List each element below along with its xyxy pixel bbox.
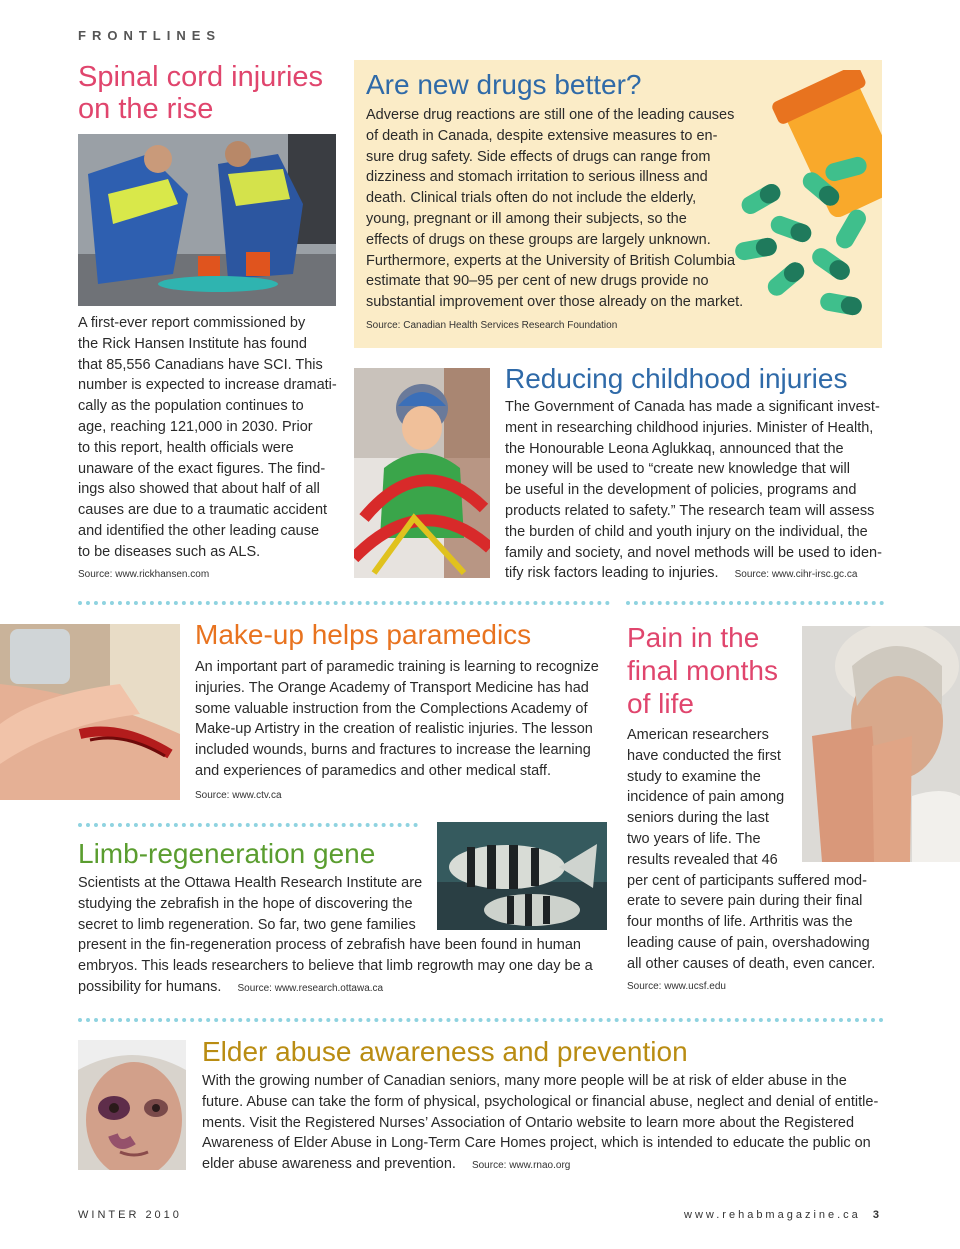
elder-body xyxy=(202,1071,892,1177)
pain-line: seniors during the last xyxy=(627,810,769,827)
childhood-line: tify risk factors leading to injuries. xyxy=(505,565,719,582)
pain-line: results revealed that 46 xyxy=(627,851,778,868)
spinal-line: to be diseases such as ALS. xyxy=(78,543,261,560)
pain-title-line1: Pain in the xyxy=(627,622,760,653)
drugs-line: dizziness and stomach irritation to serious illness and xyxy=(366,169,708,186)
pain-line: American researchers xyxy=(627,727,769,743)
child-playground-photo xyxy=(354,368,490,578)
pain-title xyxy=(627,621,778,720)
drugs-line: of death in Canada, despite extensive measures to en- xyxy=(366,127,718,144)
pain-line: study to examine the xyxy=(627,768,761,785)
drugs-line: effects of drugs on these groups are largely unknown. xyxy=(366,231,711,248)
makeup-body xyxy=(195,657,605,782)
drugs-line: young, pregnant or ill among their subjects, so the xyxy=(366,210,687,227)
childhood-title: Reducing childhood injuries xyxy=(505,363,848,394)
limb-title: Limb-regeneration gene xyxy=(78,838,376,869)
drugs-line: estimate that 90–95 per cent of new drugs provide no xyxy=(366,273,709,290)
drugs-line: sure drug safety. Side effects of drugs can range from xyxy=(366,148,711,165)
makeup-wound-photo xyxy=(0,624,180,800)
section-kicker: FRONTLINES xyxy=(78,28,222,43)
limb-source: Source: www.research.ottawa.ca xyxy=(237,982,384,994)
spinal-article xyxy=(78,62,338,126)
childhood-line: the Honourable Leona Aglukkaq, announced that the xyxy=(505,440,844,457)
makeup-source: Source: www.ctv.ca xyxy=(195,790,282,801)
spinal-line: number is expected to increase dramati- xyxy=(78,377,337,394)
limb-line: studying the zebrafish in the hope of discovering the xyxy=(78,895,413,912)
makeup-line: injuries. The Orange Academy of Transport Medicine has had xyxy=(195,679,589,696)
childhood-line: be useful in the development of policies, programs and xyxy=(505,482,857,499)
drugs-body xyxy=(366,105,746,313)
pain-title-line3: of life xyxy=(627,688,694,719)
limb-line: present in the fin-regeneration process of zebrafish have been found in human xyxy=(78,937,581,954)
limb-line-last xyxy=(78,977,608,1000)
spinal-line: and identified the other leading cause xyxy=(78,522,320,539)
spinal-line: to this report, health officials were xyxy=(78,439,294,456)
pain-source: Source: www.ucsf.edu xyxy=(627,981,726,992)
pain-line: incidence of pain among xyxy=(627,789,785,806)
makeup-line: Make-up Artistry in the creation of realistic injuries. The lesson xyxy=(195,721,593,738)
drugs-line: Adverse drug reactions are still one of the leading causes xyxy=(366,107,735,123)
drugs-line: substantial improvement over those already on the market. xyxy=(366,294,744,311)
spinal-source: Source: www.rickhansen.com xyxy=(78,569,210,580)
elder-line: ments. Visit the Registered Nurses’ Association of Ontario website to learn more about the Registered xyxy=(202,1114,855,1131)
elder-line: elder abuse awareness and prevention. xyxy=(202,1156,456,1173)
drugs-line: death. Clinical trials often do not include the elderly, xyxy=(366,190,697,207)
childhood-line: The Government of Canada has made a significant invest- xyxy=(505,399,880,415)
spinal-line: that 85,556 Canadians have SCI. This xyxy=(78,356,323,373)
drugs-source: Source: Canadian Health Services Research Foundation xyxy=(366,320,618,331)
childhood-line-last xyxy=(505,563,885,586)
elder-line: With the growing number of Canadian seniors, many more people will be at risk of elder abuse in the xyxy=(202,1073,847,1089)
pain-line: per cent of participants suffered mod- xyxy=(627,872,867,889)
makeup-line: some valuable instruction from the Complections Academy of xyxy=(195,700,588,717)
childhood-body xyxy=(505,397,885,586)
elder-line: future. Abuse can take the form of physical, psychological or financial abuse, neglect and denial of entitle- xyxy=(202,1093,879,1110)
footer-site xyxy=(684,1209,882,1221)
limb-body xyxy=(78,873,608,1000)
pain-line: leading cause of pain, overshadowing xyxy=(627,934,870,951)
limb-line: embryos. This leads researchers to believe that limb regrowth may one day be a xyxy=(78,958,593,975)
childhood-source: Source: www.cihr-irsc.gc.ca xyxy=(734,569,858,581)
limb-line: possibility for humans. xyxy=(78,978,222,995)
spinal-line: A first-ever report commissioned by xyxy=(78,315,306,331)
spinal-title-line2: on the rise xyxy=(78,92,214,125)
pain-line: two years of life. The xyxy=(627,830,761,847)
divider xyxy=(626,601,884,605)
childhood-line: the burden of child and youth injury on the individual, the xyxy=(505,523,868,540)
pain-title-line2: final months xyxy=(627,655,778,686)
elder-line: Awareness of Elder Abuse in Long-Term Care Homes project, which is intended to educate the public on xyxy=(202,1135,871,1152)
footer-url[interactable]: www.rehabmagazine.ca xyxy=(684,1209,861,1221)
makeup-line: included wounds, burns and fractures to increase the learning xyxy=(195,742,591,759)
childhood-line: products related to safety.” The research team will assess xyxy=(505,502,875,519)
pain-line: four months of life. Arthritis was the xyxy=(627,914,853,931)
spinal-line: causes are due to a traumatic accident xyxy=(78,502,328,519)
divider xyxy=(78,1018,884,1022)
drugs-line: Furthermore, experts at the University of British Columbia xyxy=(366,252,736,269)
spinal-body xyxy=(78,313,348,563)
bruised-face-photo xyxy=(78,1040,186,1170)
limb-line: secret to limb regeneration. So far, two gene families xyxy=(78,916,416,933)
divider xyxy=(78,823,418,827)
makeup-line: and experiences of paramedics and other medical staff. xyxy=(195,762,551,779)
spinal-title-line1: Spinal cord injuries xyxy=(78,61,324,93)
page-number: 3 xyxy=(872,1209,882,1221)
makeup-title: Make-up helps paramedics xyxy=(195,619,532,650)
pain-line: erate to severe pain during their final xyxy=(627,893,863,910)
childhood-line: ment in researching childhood injuries. Minister of Health, xyxy=(505,419,874,436)
childhood-line: family and society, and novel methods will be used to iden- xyxy=(505,544,882,561)
elder-line-last xyxy=(202,1154,892,1177)
limb-line: Scientists at the Ottawa Health Research Institute are xyxy=(78,875,423,891)
childhood-line: money will be used to “create new knowledge that will xyxy=(505,461,850,478)
pain-body xyxy=(627,725,887,975)
elder-title: Elder abuse awareness and prevention xyxy=(202,1036,688,1067)
drugs-title: Are new drugs better? xyxy=(366,69,642,100)
makeup-line: An important part of paramedic training is learning to recognize xyxy=(195,659,599,675)
elder-source: Source: www.rnao.org xyxy=(471,1160,571,1172)
spinal-line: ings also showed that about half of all xyxy=(78,481,320,498)
spinal-title xyxy=(78,62,338,126)
paramedics-photo xyxy=(78,134,336,306)
pain-line: have conducted the first xyxy=(627,747,781,764)
pill-bottle-illustration xyxy=(730,70,882,340)
pain-line: all other causes of death, even cancer. xyxy=(627,955,876,972)
footer-issue: WINTER 2010 xyxy=(78,1209,182,1221)
spinal-line: the Rick Hansen Institute has found xyxy=(78,335,307,352)
divider xyxy=(78,601,610,605)
spinal-line: age, reaching 121,000 in 2030. Prior xyxy=(78,418,313,435)
spinal-line: cally as the population continues to xyxy=(78,398,304,415)
spinal-line: unaware of the exact figures. The find- xyxy=(78,460,326,477)
